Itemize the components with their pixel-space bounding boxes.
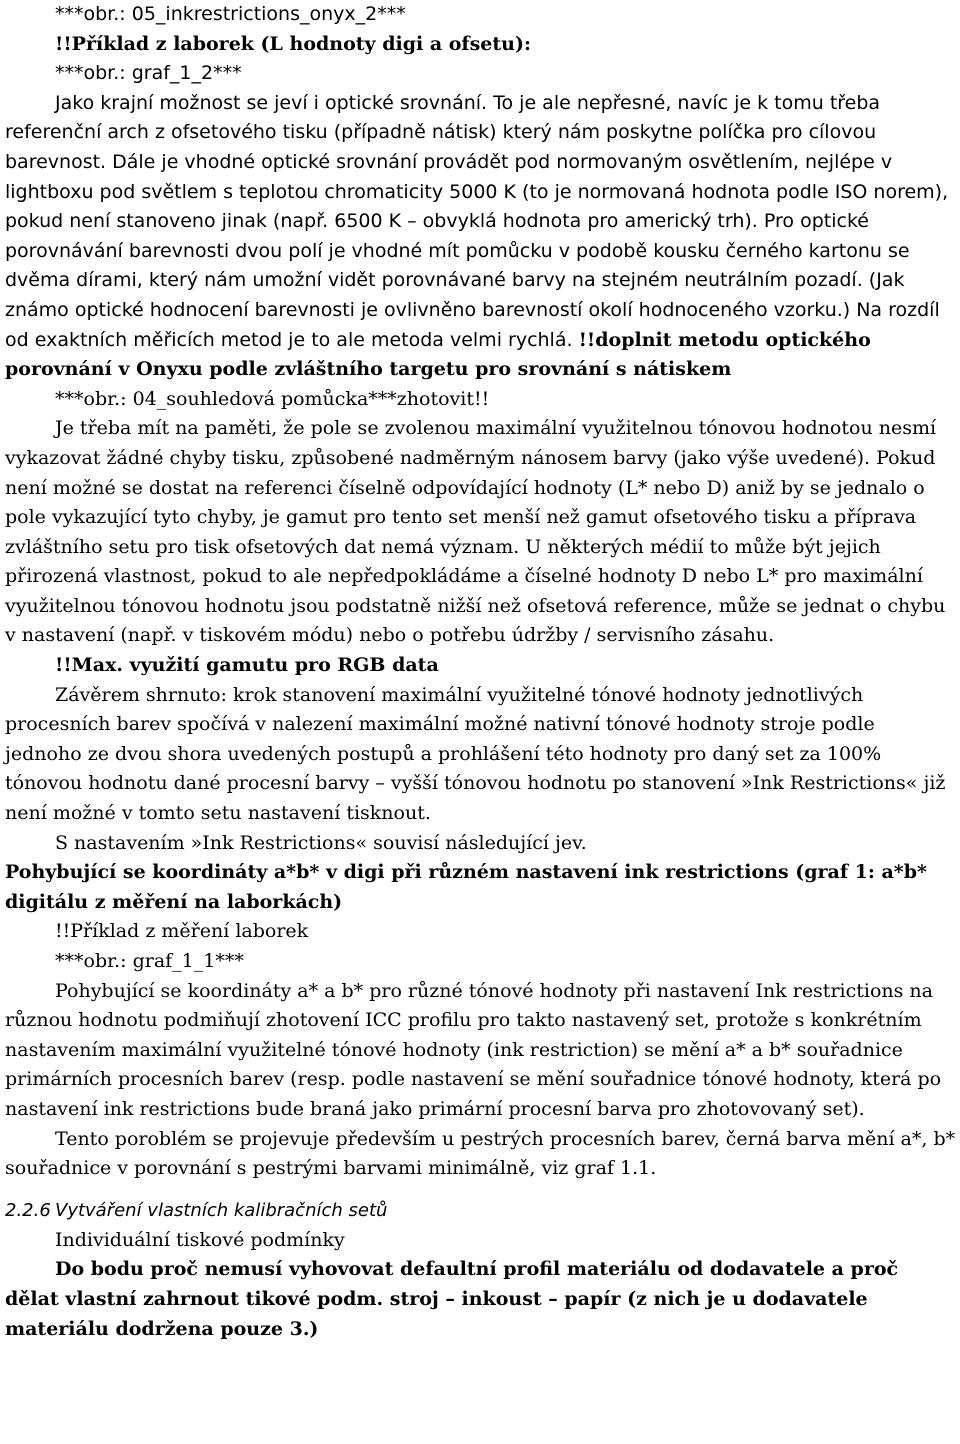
text-span: Pro optické porovnávání barevnosti dvou polí je vhodné mít pomůcku v podobě kousku černého kartonu se dvěma dírami, který nám umožní vidět porovnávané barvy na stejném neutrálním pozadí. (Jak známo optické hodnocení barevnosti je ovlivněno barevností okolí hodnoceného vzorku.) Na rozdíl od exaktních měřicích metod je to ale metoda velmi rychlá. — [5, 210, 940, 351]
bold-heading-coordinates: Pohybující se koordináty a*b* v digi při různém nastavení ink restrictions (graf 1: a*b* digitálu z měření na laborkách) — [5, 861, 927, 913]
paragraph-following-effect: S nastavením »Ink Restrictions« souvisí následující jev. — [55, 831, 587, 854]
figure-placeholder-graf-1-1: ***obr.: graf_1_1*** — [55, 950, 244, 972]
subheading-individual-conditions: Individuální tiskové podmínky — [55, 1228, 345, 1251]
section-number: 2.2.6 — [5, 1199, 51, 1221]
lab-measurement-note: !!Příklad z měření laborek — [55, 920, 309, 943]
rgb-gamut-heading: !!Max. využití gamutu pro RGB data — [55, 654, 439, 677]
section-heading — [5, 1196, 957, 1226]
paragraph-moving-coordinates: Pohybující se koordináty a* a b* pro různé tónové hodnoty při nastavení Ink restrictions na různou hodnotu podmiňují zhotovení ICC profilu pro takto nastavený set, protože s konkrétním nastavením maximální využitelné tónové hodnoty (ink restriction) se mění a* a b* souřadnice primárních procesních barev (resp. podle nastavení se mění souřadnice tónové hodnoty, která po nastavení ink restrictions bude braná jako primární procesní barva pro zhotovovaný set). — [5, 979, 942, 1120]
text-span: Jako krajní možnost se jeví i optické srovnání. To je ale nepřesné, navíc je k tomu třeba referenční arch z ofsetového tisku (případně nátisk) který nám poskytne políčka pro cílovou barevnost. — [5, 91, 881, 173]
lab-example-note: !!Příklad z laborek (L hodnoty digi a ofsetu): — [55, 32, 531, 55]
bold-note-default-profile: Do bodu proč nemusí vyhovovat defaultní profil materiálu od dodavatele a proč dělat vlastní zahrnout tikové podm. stroj – inkoust – papír (z nich je u dodavatele materiálu dodržena pouze 3.) — [5, 1258, 899, 1340]
text-span: Dále je vhodné optické srovnání provádět pod normovaným osvětlením, nejlépe v lightboxu pod světlem s teplotou chromaticity 5000 K (to je normovaná hodnota podle ISO norem), pokud není stanoveno jinak (např. 6500 K – obvyklá hodnota pro americký trh). — [5, 150, 949, 233]
figure-placeholder-inkrestrictions: ***obr.: 05_inkrestrictions_onyx_2*** — [55, 3, 406, 25]
document-page — [5, 0, 957, 1344]
section-title: Vytváření vlastních kalibračních setů — [55, 1199, 388, 1221]
figure-placeholder-graf-1-2: ***obr.: graf_1_2*** — [55, 62, 242, 85]
paragraph-problem: Tento poroblém se projevuje především u pestrých procesních barev, černá barva mění a*, b* souřadnice v porovnání s pestrými barvami minimálně, viz graf 1.1. — [5, 1127, 956, 1180]
paragraph-summary: Závěrem shrnuto: krok stanovení maximální využitelné tónové hodnoty jednotlivých procesních barev spočívá v nalezení maximální možné nativní tónové hodnoty stroje podle jednoho ze dvou shora uvedených postupů a prohlášení této hodnoty pro daný set za 100% tónovou hodnotu dané procesní barvy – vyšší tónovou hodnotu po stanovení »Ink Restrictions« již není možné v tomto setu nastavení tisknout. — [5, 683, 946, 825]
figure-placeholder-souhledova-pomucka: ***obr.: 04_souhledová pomůcka***zhotovit!! — [55, 387, 490, 410]
todo-bold-note: !!doplnit metodu optického porovnání v Onyxu podle zvláštního targetu pro srovnání s nátiskem — [5, 328, 871, 381]
paragraph-print-errors: Je třeba mít na paměti, že pole se zvolenou maximální využitelnou tónovou hodnotou nesmí vykazovat žádné chyby tisku, způsobené nadměrným nánosem barvy (jako výše uvedené). Pokud není možné se dostat na referenci číselně odpovídající hodnoty (L* nebo D) aniž by se jednalo o pole vykazující tyto chyby, je gamut pro tento set menší než gamut ofsetového tisku a příprava zvláštního setu pro tisk ofsetových dat nemá význam. U některých médií to může být jejich přirozená vlastnost, pokud to ale nepředpokládáme a číselné hodnoty D nebo L* pro maximální využitelnou tónovou hodnotu jsou podstatně nižší než ofsetová reference, může se jednat o chybu v nastavení (např. v tiskovém módu) nebo o potřebu údržby / servisního zásahu. — [5, 417, 946, 647]
paragraph-optical-comparison — [5, 89, 957, 385]
